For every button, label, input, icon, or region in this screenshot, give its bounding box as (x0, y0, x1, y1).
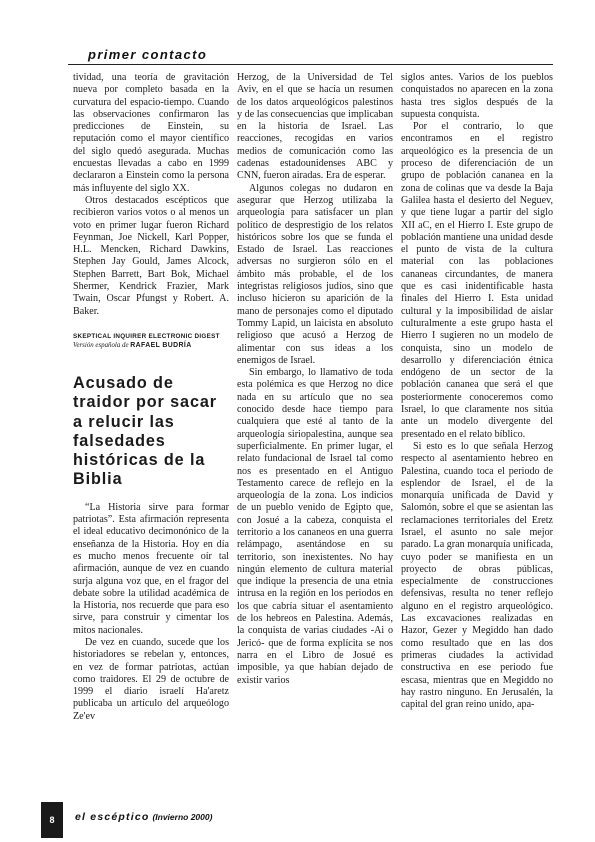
column-2 (237, 72, 393, 687)
paragraph: Algunos colegas no dudaron en asegurar que Herzog utilizaba la arqueología para satisfacer un plan político de desprestigio de los relatos históricos sobre los que se funda el Estado de Israel. Las reacciones adversas no surgieron sólo en el ámbito más probable, el de los integristas religiosos judíos, sino que incluso hicieron su aparición de la mano de personajes como el diputado Tommy Lapid, un laicista en absoluto religioso que acusó a Herzog de alimentar con sus ideas a los enemigos de Israel. (237, 182, 393, 366)
issue-label: (Invierno 2000) (152, 812, 213, 822)
article-headline: Acusado de traidor por sacar a relucir las falsedades históricas de la Biblia (73, 373, 217, 489)
paragraph: Otros destacados escépticos que recibieron varios votos o al menos un voto en primer lugar fueron Richard Feynman, Joe Nickell, Karl Popper, H.L. Mencken, Richard Dawkins, Stephen Jay Gould, James Alcock, Stephen Barrett, Bart Bok, Michael Shermer, Kendrick Frazier, Mark Twain, Oscar Pfungst y Robert. A. Baker. (73, 194, 229, 317)
paragraph: siglos antes. Varios de los pueblos conquistados no aparecen en la zona hasta tres siglos después de la supuesta conquista. (401, 72, 553, 120)
paragraph: Sin embargo, lo llamativo de toda esta polémica es que Herzog no dice nada en su artículo que no sea conocido desde hace tiempo para cualquiera que esté al tanto de la arqueología siriopalestina, aunque sea superficialmente. En primer lugar, el relato fundacional de Israel tal como nos es presentado en el Antiguo Testamento carece de reflejo en la arqueología de la zona. Los indicios de un pueblo venido de Egipto que, con Josué a la cabeza, conquista el territorio a los cananeos en una guerra relámpago, asentándose en su territorio, son inexistentes. No hay ningún elemento de cultura material que indique la presencia de una etnia intrusa en la región en los periodos en los que cabría situar el asentamiento de los hebreos en Palestina. Además, la conquista de varias ciudades -Ai o Jericó- que de forma explícita se nos narra en el Libro de Josué es imposible, ya que habían dejado de existir varios (237, 367, 393, 686)
paragraph: De vez en cuando, sucede que los historiadores se rebelan y, entonces, en vez de formar patriotas, actúan como traidores. El 29 de octubre de 1999 el diario israelí Ha'aretz publicaba un artículo del arqueólogo Ze'ev (73, 636, 229, 722)
credit-source: SKEPTICAL INQUIRER ELECTRONIC DIGEST (73, 332, 220, 340)
paragraph: Por el contrario, lo que encontramos en el registro arqueológico es la presencia de un proceso de diferenciación de un grupo de población cananea en la zona de colinas que va desde la Baja Galilea hasta el desierto del Neguev, y que tiene lugar a partir del siglo XII aC, en el Hierro I. Este grupo de población mantiene una unidad desde el punto de vista de la cultura material con las poblaciones cananeas circundantes, de manera que es casi inidentificable hasta finales del Hierro I. Esta unidad cultural y la imposibilidad de aislar culturalmente a este grupo hasta el Hierro I sugieren no un modelo de conquista, sino un modelo de desarrollo y diferenciación étnica endógeno de un sector de la población cananea que será el que posteriormente conoceremos como Israel, lo que claramente nos sitúa ante un modelo divergente del presentado en el relato bíblico. (401, 121, 553, 440)
credit-translator: RAFAEL BUDRÍA (130, 341, 192, 349)
paragraph: Si esto es lo que señala Herzog respecto al asentamiento hebreo en Palestina, cuando toca el periodo de esplendor de Israel, el de la monarquía unificada de David y Salomón, sobre el que se asientan las reclamaciones territoriales del Eretz Israel, el asunto no sale mejor parado. La gran monarquía unificada, cuyo poder se manifiesta en un proyecto de obras públicas, especialmente de construcciones defensivas, resulta no tener reflejo alguno en el registro arqueológico. Las excavaciones realizadas en Hazor, Gezer y Megiddo han dado como resultado que en las dos primeras ciudades la actividad constructiva en ese periodo fue escasa, mientras que en Megiddo no hay rastro ninguno. En Jerusalén, la capital del gran reino unido, apa- (401, 440, 553, 711)
magazine-name: el escéptico (75, 811, 150, 823)
credit-translation-prefix: Versión española de (73, 341, 129, 349)
paragraph: tividad, una teoría de gravitación nueva por completo basada en la curvatura del espacio-tiempo. Cuando las observaciones confirmaron las predicciones de Einstein, su reputación como el mayor científico del siglo quedó asegurada. Muchas encuestas llevadas a cabo en 1999 declararon a Einstein como la persona más influyente del siglo XX. (73, 72, 229, 194)
paragraph: Herzog, de la Universidad de Tel Aviv, en el que se hacía un resumen de los datos arqueológicos palestinos y de las consecuencias que implicaban en la historia de Israel. Las reacciones, recogidas en varios medios de comunicación como las cadenas estadounidenses ABC y CNN, fueron airadas. Era de esperar. (237, 72, 393, 182)
footer-title (75, 811, 212, 823)
column-3 (401, 72, 553, 711)
credit-translation (73, 341, 229, 350)
header-rule (68, 64, 553, 65)
column-1 (73, 72, 229, 723)
paragraph: “La Historia sirve para formar patriotas”. Esta afirmación representa el ideal educativo decimonónico de la enseñanza de la Historia. Hoy en día es mucho menos frecuente oír tal afirmación, aunque de vez en cuando surja alguna voz que, en el fragor del debate sobre la utilidad académica de la Historia, nos recuerde que para eso sirve, para construir y cimentar los mitos nacionales. (73, 501, 229, 636)
page-number: 8 (41, 802, 63, 838)
section-header: primer contacto (88, 47, 208, 62)
